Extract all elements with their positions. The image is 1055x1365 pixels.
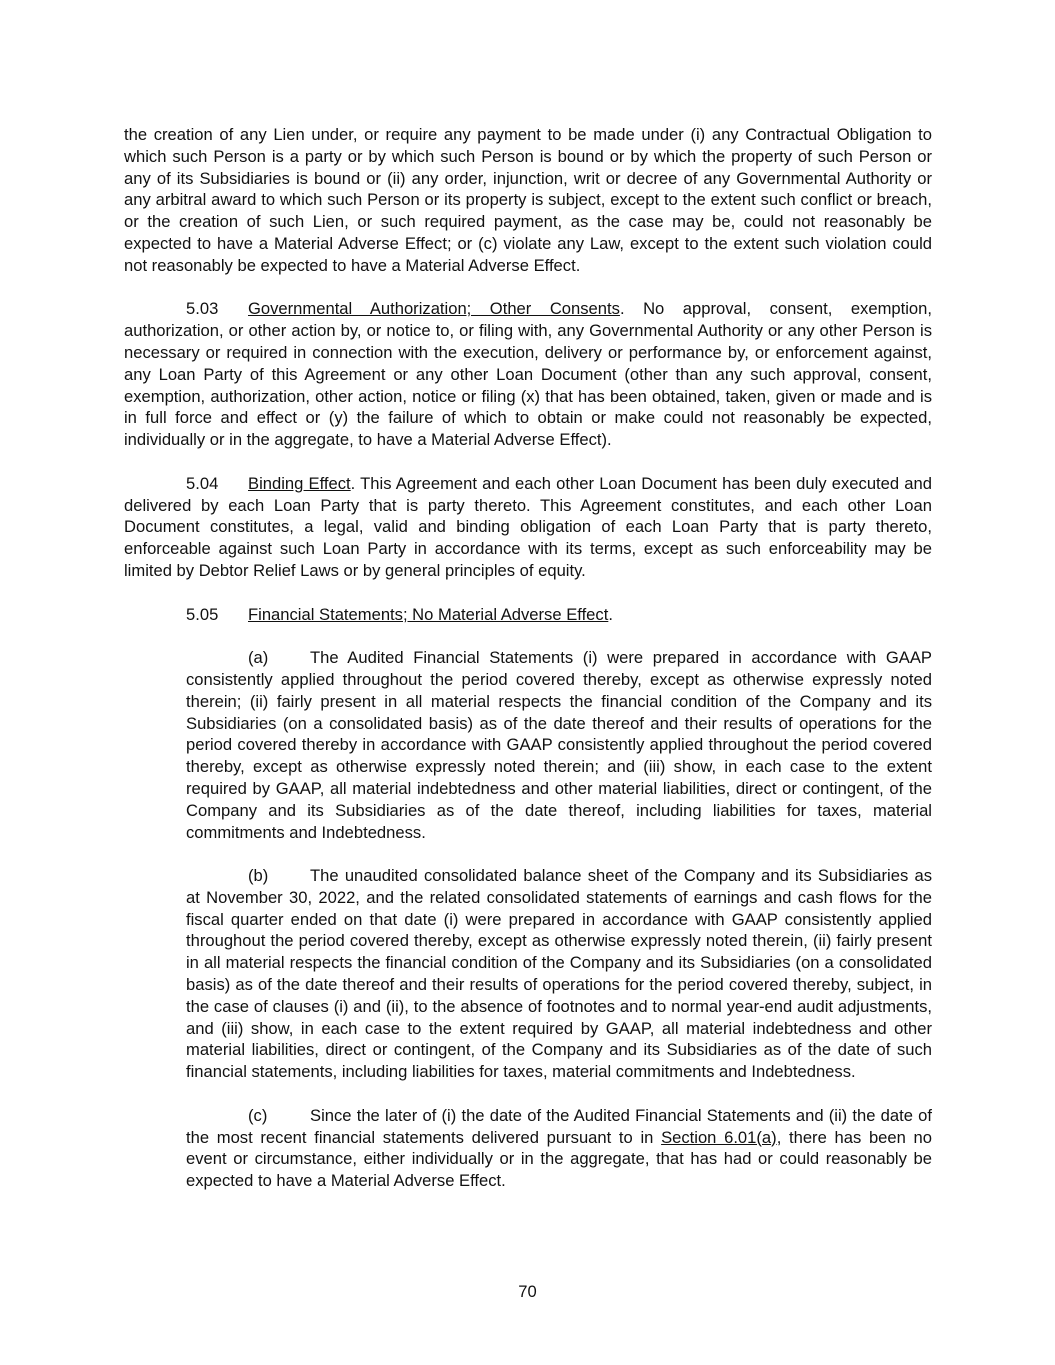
subsection-label: (c)	[248, 1105, 268, 1125]
subsection-body: The unaudited consolidated balance sheet of the Company and its Subsidiaries as at November 30, 2022, and the related consolidated statements of earnings and cash flows for the fiscal quarter ended on that date (i) were prepared in accordance with GAAP consistently applied throughout the period covered thereby, except as otherwise expressly noted therein, (ii) fairly present in all material respects the financial condition of the Company and its Subsidiaries (on a consolidated basis) as of the date thereof and their results of operations for the period covered thereby, subject, in the case of clauses (i) and (ii), to the absence of footnotes and to normal year-end audit adjustments, and (iii) show, in each case to the extent required by GAAP, all material indebtedness and other material liabilities, direct or contingent, of the Company and its Subsidiaries as of the date of such financial statements, including liabilities for taxes, material commitments and Indebtedness.	[186, 866, 932, 1082]
section-title: Financial Statements; No Material Adverse Effect	[248, 604, 609, 624]
document-page	[124, 124, 932, 1214]
section-reference-link[interactable]: Section 6.01(a)	[661, 1127, 777, 1147]
subsection-body: The Audited Financial Statements (i) were prepared in accordance with GAAP consistently applied throughout the period covered thereby, except as otherwise expressly noted therein; (ii) fairly present in all material respects the financial condition of the Company and its Subsidiaries (on a consolidated basis) as of the date thereof and their results of operations for the period covered thereby in accordance with GAAP consistently applied throughout the period covered thereby, except as otherwise expressly noted therein; and (iii) show, in each case to the extent required by GAAP, all material indebtedness and other material liabilities, direct or contingent, of the Company and its Subsidiaries as of the date thereof, including liabilities for taxes, material commitments and Indebtedness.	[186, 648, 932, 842]
subsection-label: (b)	[248, 866, 269, 886]
page-number: 70	[518, 1282, 537, 1301]
subsection-a	[186, 647, 932, 843]
section-number: 5.04	[186, 473, 219, 493]
section-number: 5.05	[186, 604, 219, 624]
section-body: . No approval, consent, exemption, authorization, or other action by, or notice to, or filing with, any Governmental Authority or any other Person is necessary or required in connection with the execution, delivery or performance by, or enforcement against, any Loan Party of this Agreement or any other Loan Document (other than any such approval, consent, exemption, authorization, other action, notice or filing (x) that has been obtained, taken, given or made and is in full force and effect or (y) the failure of which to obtain or make could not reasonably be expected, individually or in the aggregate, to have a Material Adverse Effect).	[124, 299, 932, 450]
section-title: Governmental Authorization; Other Consents	[248, 299, 620, 319]
section-title-period: .	[608, 604, 613, 624]
subsection-body-pre: Since the later of (i) the date of the Audited Financial Statements and (ii) the date of the most recent financial statements delivered pursuant to in	[186, 1105, 932, 1147]
continuation-paragraph: the creation of any Lien under, or require any payment to be made under (i) any Contractual Obligation to which such Person is a party or by which such Person is bound or by which the property of such Person or any of its Subsidiaries is bound or (ii) any order, injunction, writ or decree of any Governmental Authority or any arbitral award to which such Person or its property is subject, except to the extent such conflict or breach, or the creation of such Lien, or such required payment, as the case may be, could not reasonably be expected to have a Material Adverse Effect; or (c) violate any Law, except to the extent such violation could not reasonably be expected to have a Material Adverse Effect.	[124, 125, 932, 275]
subsection-body-post: , there has been no event or circumstance, either individually or in the aggregate, that has had or could reasonably be expected to have a Material Adverse Effect.	[186, 1127, 932, 1191]
section-5-03	[124, 298, 932, 451]
subsection-b	[186, 865, 932, 1083]
section-number: 5.03	[186, 299, 219, 319]
section-5-05-heading	[186, 604, 932, 626]
subsection-label: (a)	[248, 648, 269, 668]
section-5-04	[124, 473, 932, 582]
subsection-c	[186, 1105, 932, 1192]
section-title: Binding Effect	[248, 473, 351, 493]
section-body: . This Agreement and each other Loan Document has been duly executed and delivered by each Loan Party that is party thereto. This Agreement constitutes, and each other Loan Document constitutes, a legal, valid and binding obligation of each Loan Party that is party thereto, enforceable against such Loan Party in accordance with its terms, except as such enforceability may be limited by Debtor Relief Laws or by general principles of equity.	[124, 473, 932, 580]
